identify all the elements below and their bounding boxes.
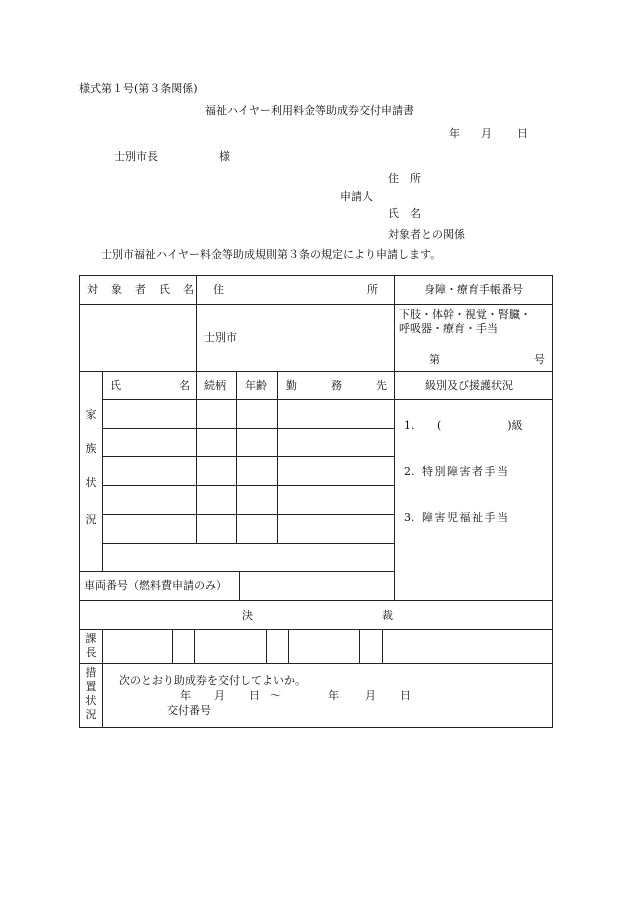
family-age-header: 年齢	[245, 379, 267, 392]
grade-item-2-text: 特別障害者手当	[422, 465, 510, 478]
family-name-header-left: 氏	[110, 379, 121, 392]
grade-item-1-num: 1.	[404, 419, 415, 432]
measures-label-3: 状	[85, 694, 97, 707]
grade-item-1-text: ( )級	[437, 419, 523, 432]
measures-year2: 年	[328, 689, 339, 702]
application-table	[79, 275, 553, 728]
family-workplace-header-3: 先	[376, 379, 387, 392]
chief-label-2: 長	[85, 646, 97, 659]
vehicle-number-label: 車両番号（燃料費申請のみ）	[84, 579, 227, 592]
family-label-4: 況	[85, 513, 97, 526]
grade-item-3-text: 障害児福祉手当	[422, 511, 510, 524]
city-value: 士別市	[204, 331, 237, 344]
measures-day2: 日	[400, 689, 411, 702]
handbook-header: 身障・療育手帳番号	[424, 283, 523, 296]
family-workplace-header-1: 勤	[286, 379, 297, 392]
date-day-label: 日	[517, 127, 528, 140]
decision-label-right: 裁	[382, 609, 393, 622]
grade-item-3-num: 3.	[404, 511, 415, 524]
chief-label-1: 課	[85, 632, 97, 645]
handbook-number-prefix: 第	[429, 353, 440, 366]
relation-label: 対象者との関係	[388, 228, 465, 241]
grade-item-2-num: 2.	[404, 465, 415, 478]
family-label-1: 家	[85, 408, 97, 421]
date-year-label: 年	[449, 127, 460, 140]
grade-header: 級別及び援護状況	[425, 379, 513, 392]
application-statement: 士別市福祉ハイヤー料金等助成規則第３条の規定により申請します。	[101, 248, 442, 261]
honorific: 様	[219, 150, 230, 163]
applicant-label: 申請人	[340, 190, 373, 203]
handbook-categories-line1: 下肢・体幹・視覚・腎臓・	[399, 308, 531, 321]
measures-label-4: 況	[85, 708, 97, 721]
handbook-categories-line2: 呼吸器・療育・手当	[399, 322, 498, 335]
family-name-header-right: 名	[179, 379, 190, 392]
form-title: 福祉ハイヤー利用料金等助成券交付申請書	[205, 104, 414, 117]
address-header-left: 住	[213, 283, 224, 296]
measures-month: 月	[214, 689, 225, 702]
issue-number-label: 交付番号	[167, 704, 211, 717]
measures-label-1: 措	[85, 666, 97, 679]
addressee: 士別市長	[114, 150, 158, 163]
measures-year: 年	[180, 689, 191, 702]
measures-label-2: 置	[85, 680, 97, 693]
subject-name-header: 対 象 者 氏 名	[87, 283, 195, 296]
measures-month2: 月	[365, 689, 376, 702]
family-label-2: 族	[85, 442, 97, 455]
date-month-label: 月	[481, 127, 492, 140]
name-label: 氏 名	[388, 207, 421, 220]
handbook-number-suffix: 号	[534, 353, 545, 366]
address-header-right: 所	[367, 283, 378, 296]
family-relation-header: 続柄	[204, 379, 226, 392]
family-workplace-header-2: 務	[331, 379, 342, 392]
decision-label-left: 決	[242, 609, 253, 622]
address-label: 住 所	[388, 172, 421, 185]
measures-day: 日	[249, 689, 260, 702]
measures-statement: 次のとおり助成券を交付してよいか。	[119, 674, 306, 687]
family-label-3: 状	[85, 476, 97, 489]
measures-tilde: 〜	[270, 689, 281, 702]
form-number: 様式第１号(第３条関係)	[79, 82, 198, 95]
